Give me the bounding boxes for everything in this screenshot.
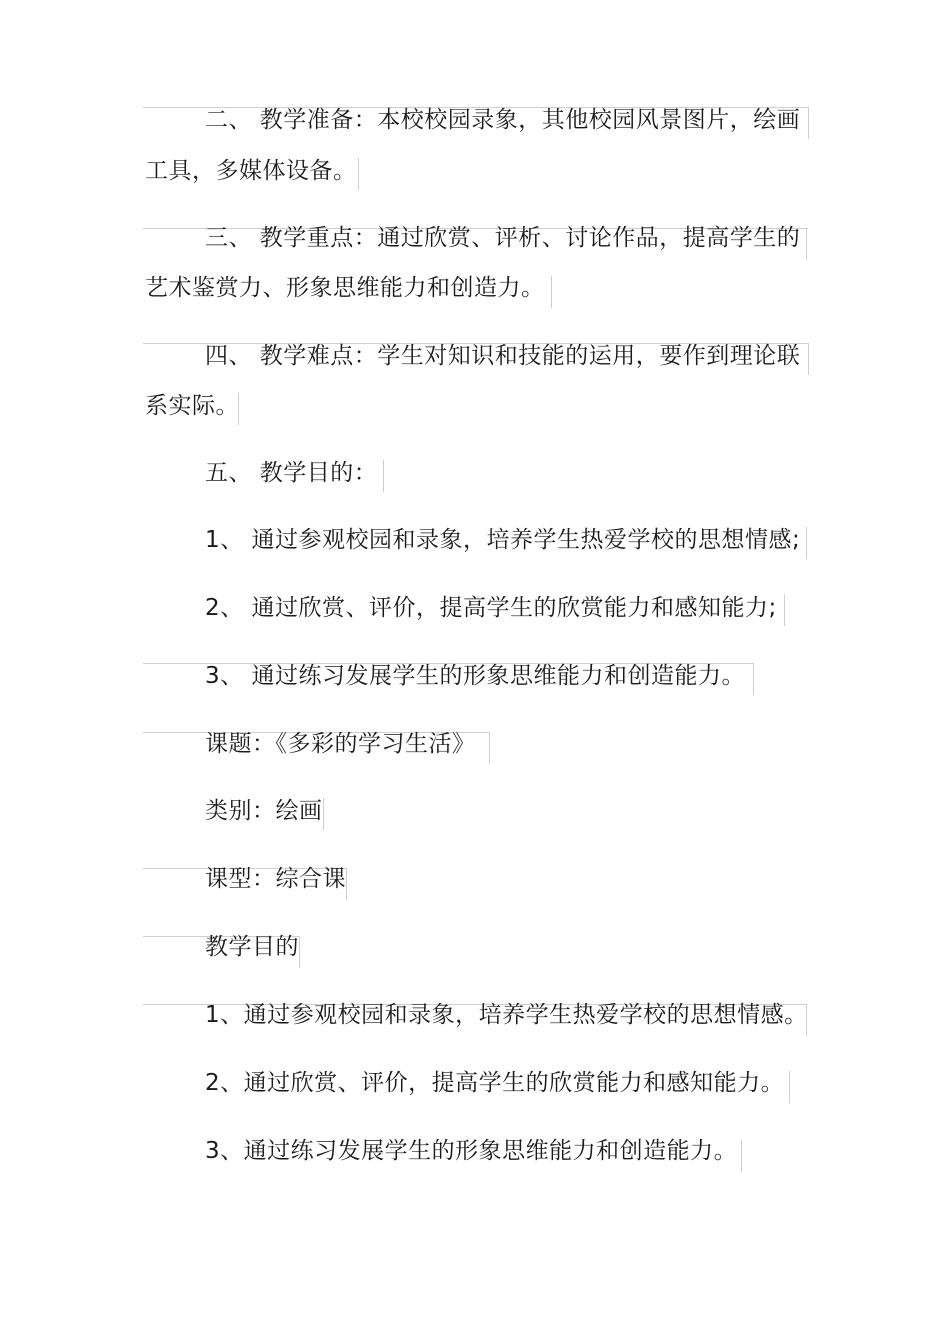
text-box-guide — [358, 158, 359, 190]
goal-a-item: 2、 通过欣赏、评价，提高学生的欣赏能力和感知能力; — [205, 595, 777, 621]
text-box-guide — [299, 936, 300, 968]
goal-a-item: 3、 通过练习发展学生的形象思维能力和创造能力。 — [205, 663, 745, 689]
text-box-guide — [346, 868, 347, 900]
text-box-guide — [806, 228, 807, 260]
text-box-guide — [806, 527, 807, 559]
text-box-guide — [551, 276, 552, 308]
item3-line1: 三、 教学重点：通过欣赏、评析、讨论作品，提高学生的 — [205, 225, 801, 251]
item4-line1: 四、 教学难点：学生对知识和技能的运用，要作到理论联 — [205, 343, 801, 369]
item3-line2: 艺术鉴赏力、形象思维能力和创造力。 — [145, 275, 545, 301]
text-box-guide — [784, 594, 785, 626]
item4-line2: 系实际。 — [145, 393, 239, 419]
goal-b-item: 3、通过练习发展学生的形象思维能力和创造能力。 — [205, 1138, 738, 1164]
item5-heading: 五、 教学目的： — [205, 460, 378, 486]
lesson-type: 课型：综合课 — [205, 866, 346, 892]
lesson-title: 课题：《多彩的学习生活》 — [205, 731, 476, 757]
goal-b-item: 1、通过参观校园和录象，培养学生热爱学校的思想情感。 — [205, 1002, 808, 1028]
text-box-guide — [383, 460, 384, 492]
text-box-guide — [808, 343, 809, 375]
text-box-guide — [789, 1071, 790, 1103]
text-box-guide — [753, 663, 754, 695]
text-box-guide — [741, 1140, 742, 1172]
goal-a-item: 1、 通过参观校园和录象，培养学生热爱学校的思想情感; — [205, 527, 801, 553]
item2-line2: 工具，多媒体设备。 — [145, 158, 357, 184]
text-box-guide — [489, 732, 490, 764]
goal-b-item: 2、通过欣赏、评价，提高学生的欣赏能力和感知能力。 — [205, 1070, 785, 1096]
text-box-guide — [323, 798, 324, 830]
item2-line1: 二、 教学准备：本校校园录象，其他校园风景图片，绘画 — [205, 107, 801, 133]
goals-heading: 教学目的 — [205, 934, 299, 960]
text-box-guide — [808, 107, 809, 139]
lesson-category: 类别：绘画 — [205, 798, 323, 824]
